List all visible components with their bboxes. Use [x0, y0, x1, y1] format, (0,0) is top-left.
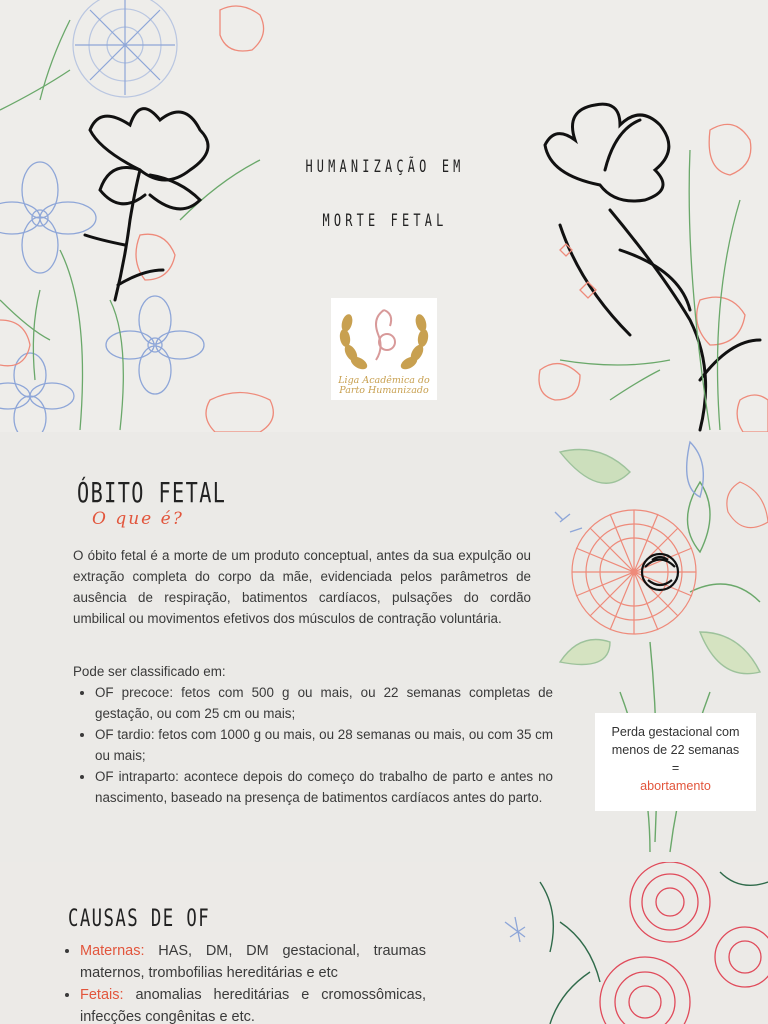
list-item: • OF intraparto: acontece depois do começo do trabalho de parto e antes no nascimento, baseado na presença de batimentos cardíacos antes do parto.: [95, 766, 553, 808]
list-item: • OF tardio: fetos com 1000 g ou mais, ou 28 semanas ou mais, ou com 35 cm ou mais;: [95, 724, 553, 766]
callout-line3: =: [671, 761, 680, 775]
cause-label-maternas: Maternas:: [80, 943, 145, 959]
classification-list: [73, 682, 553, 808]
blue-flower-left: [0, 162, 204, 432]
logo-text-line2: Parto Humanizado: [339, 385, 429, 396]
cover-panel: [0, 0, 768, 432]
green-leaves-bottom: [540, 872, 768, 1024]
causes-list: [62, 940, 426, 1024]
section-subtitle: O que é?: [92, 509, 184, 529]
liga-logo: [331, 298, 437, 400]
cover-title: [305, 140, 466, 248]
cause-label-fetais: Fetais:: [80, 987, 124, 1003]
red-carnations: [600, 862, 768, 1024]
blue-flower-top: [73, 0, 177, 97]
list-item: [80, 940, 426, 984]
causas-panel: [0, 862, 768, 1024]
cause-text-maternas: HAS, DM, DM gestacional, traumas maternos, trombofilias hereditárias e etc: [80, 943, 426, 981]
red-flower-left: [0, 6, 273, 432]
cover-title-line2: MORTE FETAL: [322, 211, 448, 231]
laurel-wreath-icon: [331, 298, 437, 378]
cause-text-fetais: anomalias hereditárias e cromossômicas, infecções congênitas e etc.: [80, 987, 426, 1024]
lineart-flower-left: [85, 109, 208, 300]
callout-line4: abortamento: [640, 779, 711, 793]
callout-line2: menos de 22 semanas: [611, 743, 740, 757]
section-title-obito: ÓBITO FETAL: [77, 476, 227, 509]
logo-text: [331, 376, 437, 396]
list-item: • OF precoce: fetos com 500 g ou mais, ou 22 semanas completas de gestação, ou com 25 cm ou mais;: [95, 682, 553, 724]
blue-sprig: [505, 917, 525, 942]
cover-title-line1: HUMANIZAÇÃO EM: [305, 157, 465, 177]
lineart-flower-right: [545, 104, 760, 430]
green-leaves-right: [560, 150, 740, 430]
list-item: [80, 984, 426, 1024]
definition-paragraph: O óbito fetal é a morte de um produto conceptual, antes da sua expulção ou extração completa do corpo da mãe, evidenciada pelos parâmetros de ausência de respiração, batimentos cardíacos, pulsações do cordão umbilical ou movimentos efetivos dos músculos de contração voluntária.: [73, 548, 531, 626]
logo-text-line1: Liga Acadêmica do: [338, 375, 430, 386]
obito-fetal-panel: [0, 432, 768, 862]
callout-line1: Perda gestacional com: [611, 725, 740, 739]
classification-intro: Pode ser classificado em:: [73, 664, 226, 679]
abortamento-callout: [595, 713, 756, 811]
section-title-causas: CAUSAS DE OF: [68, 904, 211, 932]
